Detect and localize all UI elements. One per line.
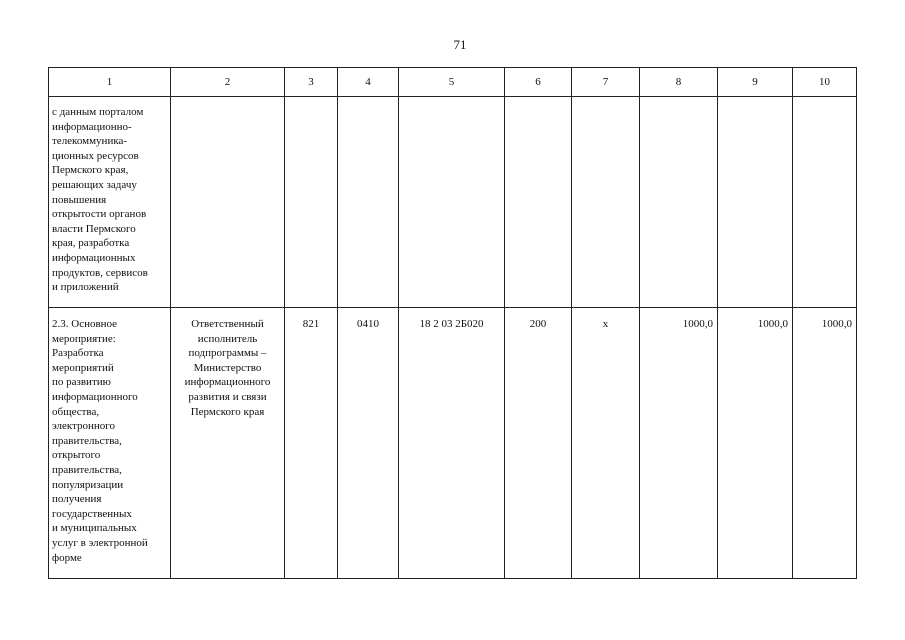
empty-cell	[640, 97, 718, 308]
program-table	[48, 67, 857, 579]
table-header-row	[49, 68, 857, 97]
amount-col9: 1000,0	[718, 308, 793, 579]
code-col3: 821	[285, 308, 338, 579]
code-col7: x	[572, 308, 640, 579]
header-cell-1: 1	[49, 68, 171, 97]
header-cell-6: 6	[505, 68, 572, 97]
page-number: 71	[453, 37, 467, 52]
continuation-description: с данным порталом информационно- телекоммуника- ционных ресурсов Пермского края, решающих задачу повышения открытости органов власти Пермского края, разработка информационных продуктов, сервисов и приложений	[49, 97, 171, 308]
header-cell-8: 8	[640, 68, 718, 97]
header-cell-2: 2	[171, 68, 285, 97]
code-col4: 0410	[338, 308, 399, 579]
empty-cell	[505, 97, 572, 308]
empty-cell	[338, 97, 399, 308]
empty-cell	[718, 97, 793, 308]
table-row-continuation	[49, 97, 857, 308]
header-cell-7: 7	[572, 68, 640, 97]
empty-cell	[399, 97, 505, 308]
header-cell-9: 9	[718, 68, 793, 97]
table-row-main-activity	[49, 308, 857, 579]
code-col5: 18 2 03 2Б020	[399, 308, 505, 579]
empty-cell	[171, 97, 285, 308]
header-cell-10: 10	[793, 68, 857, 97]
responsible-executor: Ответственный исполнитель подпрограммы – Министерство информационного развития и связи Пермского края	[171, 308, 285, 579]
activity-description: 2.3. Основное мероприятие: Разработка мероприятий по развитию информационного общества, электронного правительства, открытого правительства, популяризации получения государственных и муниципальных услуг в электронной форме	[49, 308, 171, 579]
empty-cell	[285, 97, 338, 308]
empty-cell	[572, 97, 640, 308]
header-cell-4: 4	[338, 68, 399, 97]
empty-cell	[793, 97, 857, 308]
code-col6: 200	[505, 308, 572, 579]
amount-col10: 1000,0	[793, 308, 857, 579]
header-cell-5: 5	[399, 68, 505, 97]
header-cell-3: 3	[285, 68, 338, 97]
amount-col8: 1000,0	[640, 308, 718, 579]
